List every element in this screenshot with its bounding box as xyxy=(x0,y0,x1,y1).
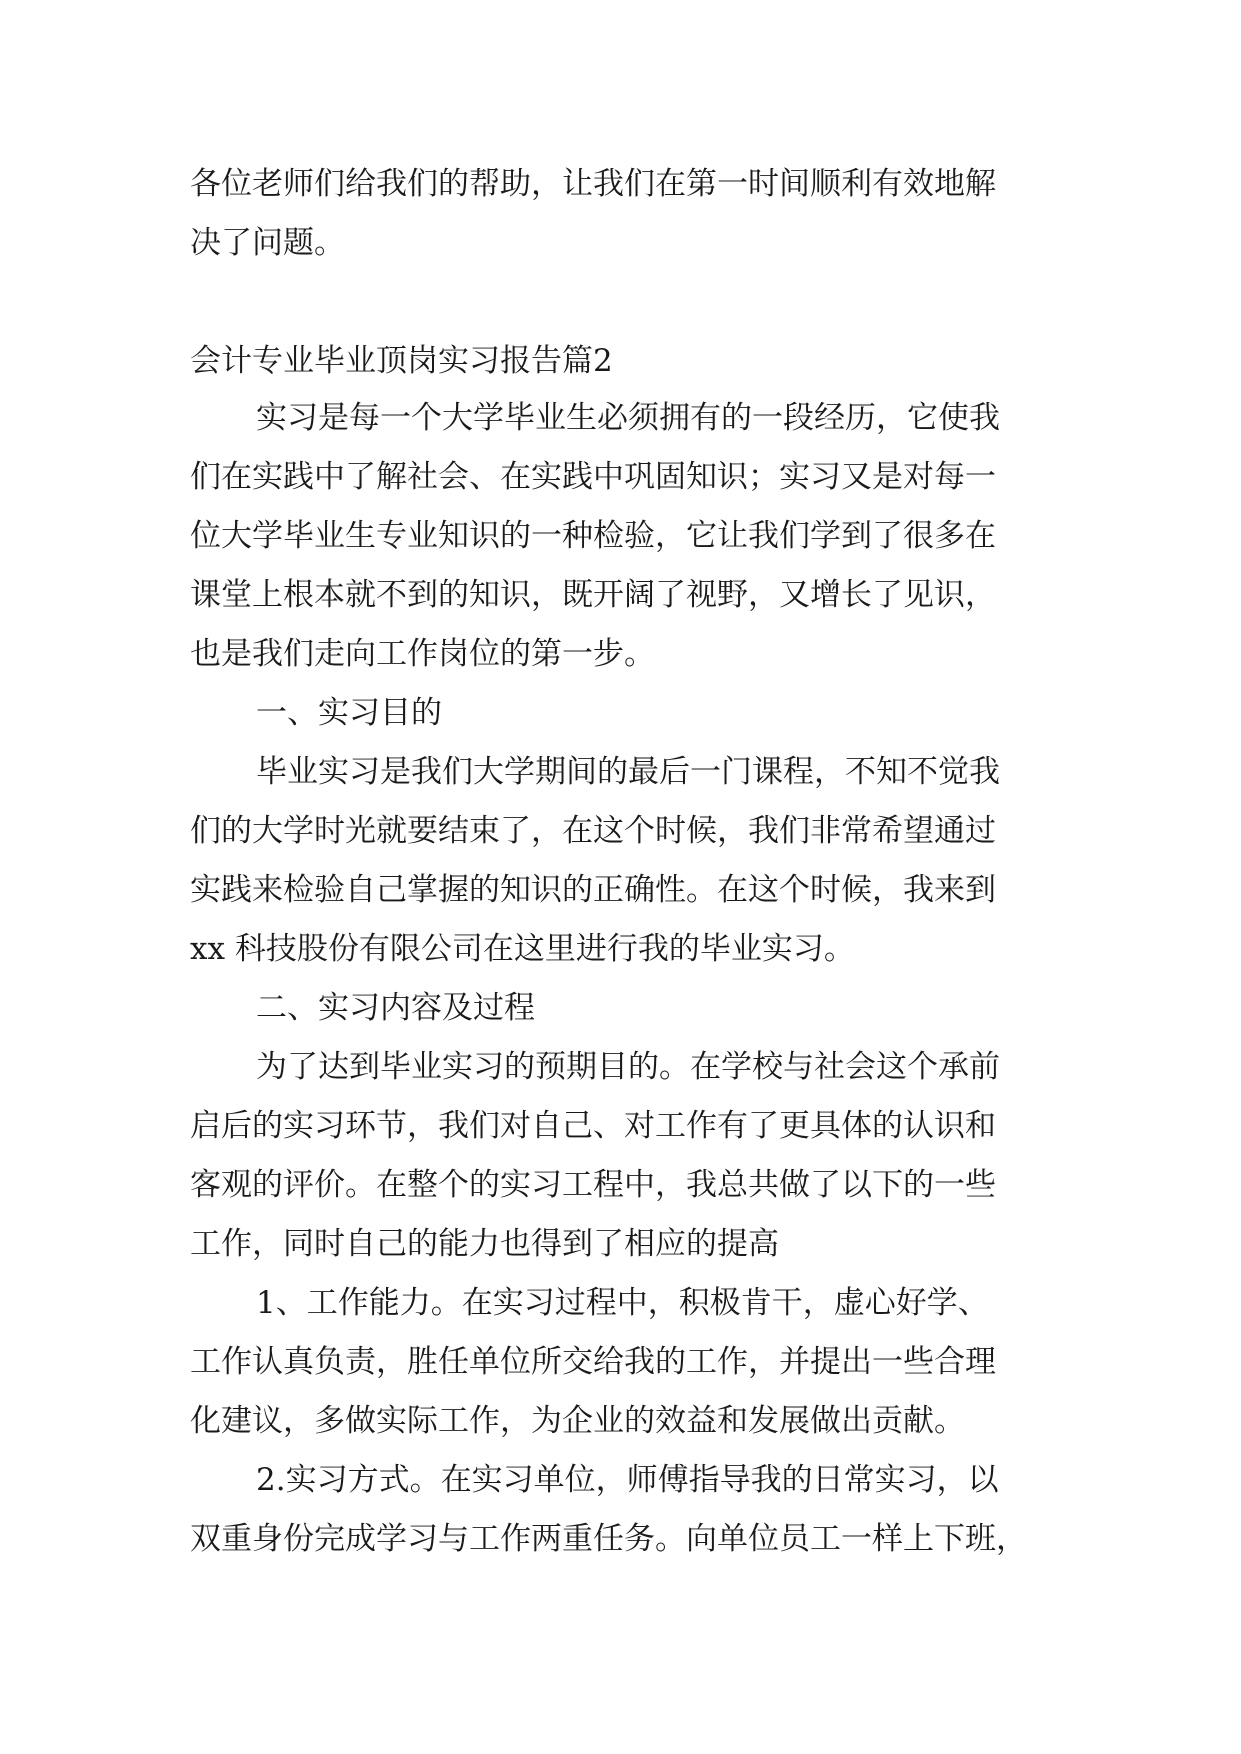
paragraph xyxy=(190,743,1070,979)
text-line: 启后的实习环节，我们对自己、对工作有了更具体的认识和 xyxy=(190,1108,996,1144)
text-line: 毕业实习是我们大学期间的最后一门课程，不知不觉我 xyxy=(256,754,1000,790)
text-line: 各位老师们给我们的帮助，让我们在第一时间顺利有效地解 xyxy=(190,166,996,202)
text-line: 为了达到毕业实习的预期目的。在学校与社会这个承前 xyxy=(256,1049,1000,1085)
section-title: 会计专业毕业顶岗实习报告篇2 xyxy=(190,343,613,379)
text-line: 位大学毕业生专业知识的一种检验，它让我们学到了很多在 xyxy=(190,518,996,554)
text-line: 课堂上根本就不到的知识，既开阔了视野，又增长了见识， xyxy=(190,577,996,613)
text-line: xx 科技股份有限公司在这里进行我的毕业实习。 xyxy=(190,931,855,967)
text-line: 决了问题。 xyxy=(190,225,345,261)
paragraph xyxy=(190,1274,1070,1451)
intro-paragraph xyxy=(190,155,1070,273)
text-line: 一、实习目的 xyxy=(256,695,442,731)
report-section xyxy=(190,333,1070,1569)
text-line: 们在实践中了解社会、在实践中巩固知识；实习又是对每一 xyxy=(190,459,996,495)
text-line: 双重身份完成学习与工作两重任务。向单位员工一样上下班， xyxy=(190,1521,1027,1557)
text-line: 2.实习方式。在实习单位，师傅指导我的日常实习，以 xyxy=(256,1462,999,1498)
paragraph xyxy=(190,1038,1070,1274)
text-line: 1、工作能力。在实习过程中，积极肯干，虚心好学、 xyxy=(256,1285,989,1321)
subheading-purpose xyxy=(190,684,1070,743)
paragraph xyxy=(190,1451,1070,1569)
paragraph xyxy=(190,389,1070,684)
text-line: 工作认真负责，胜任单位所交给我的工作，并提出一些合理 xyxy=(190,1344,996,1380)
text-line: 实践来检验自己掌握的知识的正确性。在这个时候，我来到 xyxy=(190,872,996,908)
text-line: 客观的评价。在整个的实习工程中，我总共做了以下的一些 xyxy=(190,1167,996,1203)
text-line: 二、实习内容及过程 xyxy=(256,990,535,1026)
text-line: 也是我们走向工作岗位的第一步。 xyxy=(190,636,655,672)
text-line: 实习是每一个大学毕业生必须拥有的一段经历，它使我 xyxy=(256,400,1000,436)
text-line: 工作，同时自己的能力也得到了相应的提高 xyxy=(190,1226,779,1262)
subheading-content xyxy=(190,979,1070,1038)
text-line: 化建议，多做实际工作，为企业的效益和发展做出贡献。 xyxy=(190,1403,965,1439)
text-line: 们的大学时光就要结束了，在这个时候，我们非常希望通过 xyxy=(190,813,996,849)
